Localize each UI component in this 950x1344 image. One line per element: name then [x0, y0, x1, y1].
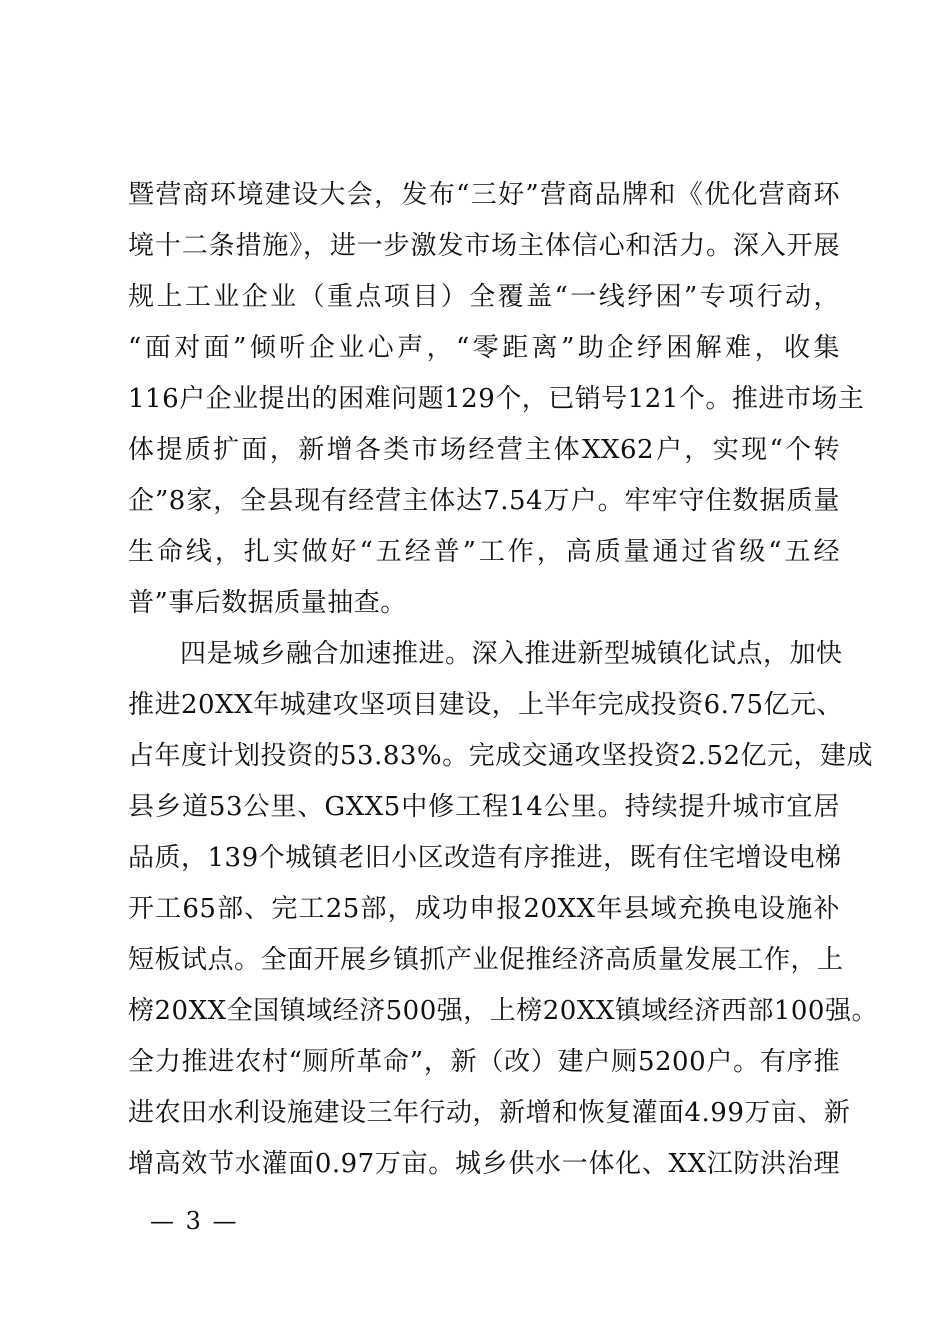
- text-line: 境十二条措施》，进一步激发市场主体信心和活力。深入开展: [128, 231, 840, 261]
- text-line: 体提质扩面，新增各类市场经营主体XX62户，实现“个转: [128, 435, 840, 465]
- page-number: — 3 —: [150, 1207, 239, 1235]
- text-line: 普”事后数据质量抽查。: [128, 588, 407, 618]
- text-line: 生命线，扎实做好“五经普”工作，高质量通过省级“五经: [128, 537, 840, 567]
- text-line: 四是城乡融合加速推进。深入推进新型城镇化试点，加快: [180, 639, 843, 669]
- text-line: 品质，139个城镇老旧小区改造有序推进，既有住宅增设电梯: [128, 843, 842, 873]
- text-line: 增高效节水灌面0.97万亩。城乡供水一体化、XX江防洪治理: [128, 1149, 840, 1179]
- text-line: 县乡道53公里、GXX5中修工程14公里。持续提升城市宜居: [128, 792, 840, 822]
- paragraph-1: [128, 170, 865, 629]
- text-line: 短板试点。全面开展乡镇抓产业促推经济高质量发展工作，上: [128, 945, 844, 975]
- text-line: 全力推进农村“厕所革命”，新（改）建户厕5200户。有序推: [128, 1047, 840, 1077]
- body-text: [128, 170, 878, 1190]
- text-line: 企”8家，全县现有经营主体达7.54万户。牢牢守住数据质量: [128, 486, 840, 516]
- text-line: 规上工业企业（重点项目）全覆盖“一线纾困”专项行动，: [128, 282, 840, 312]
- text-line: “面对面”倾听企业心声，“零距离”助企纾困解难，收集: [128, 333, 840, 363]
- paragraph-2: [128, 629, 878, 1190]
- text-line: 占年度计划投资的53.83%。完成交通攻坚投资2.52亿元，建成: [128, 741, 874, 771]
- text-line: 推进20XX年城建攻坚项目建设，上半年完成投资6.75亿元、: [128, 690, 843, 720]
- text-line: 开工65部、完工25部，成功申报20XX年县域充换电设施补: [128, 894, 840, 924]
- text-line: 暨营商环境建设大会，发布“三好”营商品牌和《优化营商环: [128, 180, 840, 210]
- text-line: 榜20XX全国镇域经济500强，上榜20XX镇域经济西部100强。: [128, 996, 878, 1026]
- text-line: 116户企业提出的困难问题129个，已销号121个。推进市场主: [128, 384, 865, 414]
- text-line: 进农田水利设施建设三年行动，新增和恢复灌面4.99万亩、新: [128, 1098, 851, 1128]
